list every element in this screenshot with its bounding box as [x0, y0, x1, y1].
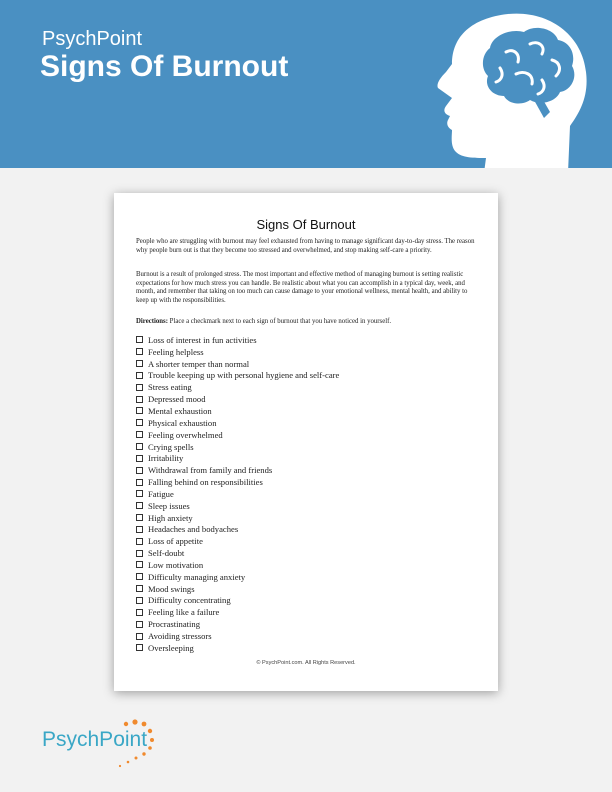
checklist-item-label: Feeling overwhelmed: [148, 429, 223, 440]
checklist-item: [136, 642, 339, 654]
checklist-item-label: Depressed mood: [148, 394, 206, 405]
checklist-item: [136, 524, 339, 536]
checkbox[interactable]: [136, 573, 143, 580]
checkbox[interactable]: [136, 396, 143, 403]
checklist-item: [136, 583, 339, 595]
checklist-item-label: Physical exhaustion: [148, 417, 217, 428]
copyright-footer: © PsychPoint.com. All Rights Reserved.: [256, 660, 356, 666]
checklist-item-label: Fatigue: [148, 488, 174, 499]
checklist-item: [136, 571, 339, 583]
checklist-item: [136, 346, 339, 358]
checklist-item-label: High anxiety: [148, 512, 193, 523]
checklist-item-label: Low motivation: [148, 559, 204, 570]
checkbox[interactable]: [136, 372, 143, 379]
checkbox[interactable]: [136, 360, 143, 367]
checkbox[interactable]: [136, 407, 143, 414]
checkbox[interactable]: [136, 550, 143, 557]
directions-text: Place a checkmark next to each sign of burnout that you have noticed in yourself.: [169, 318, 392, 325]
checkbox[interactable]: [136, 348, 143, 355]
checklist-item-label: Withdrawal from family and friends: [148, 465, 273, 476]
checklist-item: [136, 429, 339, 441]
brand-name: PsychPoint: [42, 28, 143, 50]
checklist-item-label: Loss of appetite: [148, 536, 203, 547]
checklist-item: [136, 595, 339, 607]
checklist-item-label: A shorter temper than normal: [148, 358, 250, 369]
checklist-item: [136, 464, 339, 476]
checklist-item-label: Crying spells: [148, 441, 194, 452]
checkbox[interactable]: [136, 384, 143, 391]
checklist-item-label: Oversleeping: [148, 642, 194, 653]
worksheet-page: [114, 193, 498, 691]
checkbox[interactable]: [136, 585, 143, 592]
head-brain-icon: [430, 8, 610, 168]
checklist-item-label: Difficulty concentrating: [148, 595, 231, 606]
checkbox[interactable]: [136, 644, 143, 651]
checkbox[interactable]: [136, 597, 143, 604]
checkbox[interactable]: [136, 490, 143, 497]
directions-label: Directions:: [136, 318, 168, 325]
checkbox[interactable]: [136, 526, 143, 533]
checkbox[interactable]: [136, 514, 143, 521]
body-paragraph: Burnout is a result of prolonged stress. The most important and effective method of managing burnout is setting realistic expectations for how much stress you can handle. Be realistic about what you can accomplish in a typical day, week, and month, and remember that taking on too much can cause damage to your emotional wellness, mental health, and ability to keep up with the responsibilities.: [136, 271, 468, 304]
checklist-item: [136, 417, 339, 429]
checkbox[interactable]: [136, 633, 143, 640]
checklist-item: [136, 452, 339, 464]
directions: [136, 318, 480, 327]
checkbox[interactable]: [136, 431, 143, 438]
psychpoint-logo: PsychPoint: [42, 728, 148, 751]
checklist-item-label: Mood swings: [148, 583, 195, 594]
checkbox[interactable]: [136, 455, 143, 462]
burnout-checklist: [136, 334, 339, 654]
checklist-item-label: Stress eating: [148, 382, 192, 393]
checklist-item: [136, 535, 339, 547]
checklist-item-label: Sleep issues: [148, 500, 190, 511]
checklist-item-label: Self-doubt: [148, 548, 185, 559]
header-banner: [0, 0, 612, 168]
intro-paragraph: People who are struggling with burnout may feel exhausted from having to manage significant day-to-day stress. The reason why people burn out is that they become too stressed and overwhelmed, and stop making self-care a priority.: [136, 238, 475, 254]
checklist-item: [136, 606, 339, 618]
checklist-item-label: Difficulty managing anxiety: [148, 571, 246, 582]
worksheet-title: Signs Of Burnout: [256, 217, 356, 232]
checklist-item-label: Irritability: [148, 453, 184, 464]
checklist-item-label: Avoiding stressors: [148, 631, 212, 642]
checklist-item: [136, 381, 339, 393]
checklist-item: [136, 441, 339, 453]
checklist-item: [136, 476, 339, 488]
checklist-item-label: Feeling like a failure: [148, 607, 220, 618]
checklist-item: [136, 618, 339, 630]
checklist-item: [136, 559, 339, 571]
checklist-item: [136, 393, 339, 405]
checklist-item: [136, 405, 339, 417]
checklist-item: [136, 488, 339, 500]
checklist-item-label: Trouble keeping up with personal hygiene and self-care: [148, 370, 340, 381]
page-title: Signs Of Burnout: [40, 50, 289, 83]
checklist-item-label: Headaches and bodyaches: [148, 524, 239, 535]
checklist-item-label: Feeling helpless: [148, 346, 204, 357]
checkbox[interactable]: [136, 561, 143, 568]
checkbox[interactable]: [136, 538, 143, 545]
checklist-item-label: Procrastinating: [148, 619, 201, 630]
checkbox[interactable]: [136, 443, 143, 450]
checkbox[interactable]: [136, 609, 143, 616]
checklist-item-label: Falling behind on responsibilities: [148, 477, 263, 488]
checklist-item: [136, 370, 339, 382]
checkbox[interactable]: [136, 621, 143, 628]
checklist-item: [136, 500, 339, 512]
checklist-item: [136, 512, 339, 524]
checkbox[interactable]: [136, 419, 143, 426]
checkbox[interactable]: [136, 467, 143, 474]
checkbox[interactable]: [136, 479, 143, 486]
checklist-item-label: Mental exhaustion: [148, 405, 212, 416]
checklist-item-label: Loss of interest in fun activities: [148, 334, 257, 345]
checklist-item: [136, 358, 339, 370]
checklist-item: [136, 334, 339, 346]
checklist-item: [136, 547, 339, 559]
checklist-item: [136, 630, 339, 642]
checkbox[interactable]: [136, 502, 143, 509]
checkbox[interactable]: [136, 336, 143, 343]
